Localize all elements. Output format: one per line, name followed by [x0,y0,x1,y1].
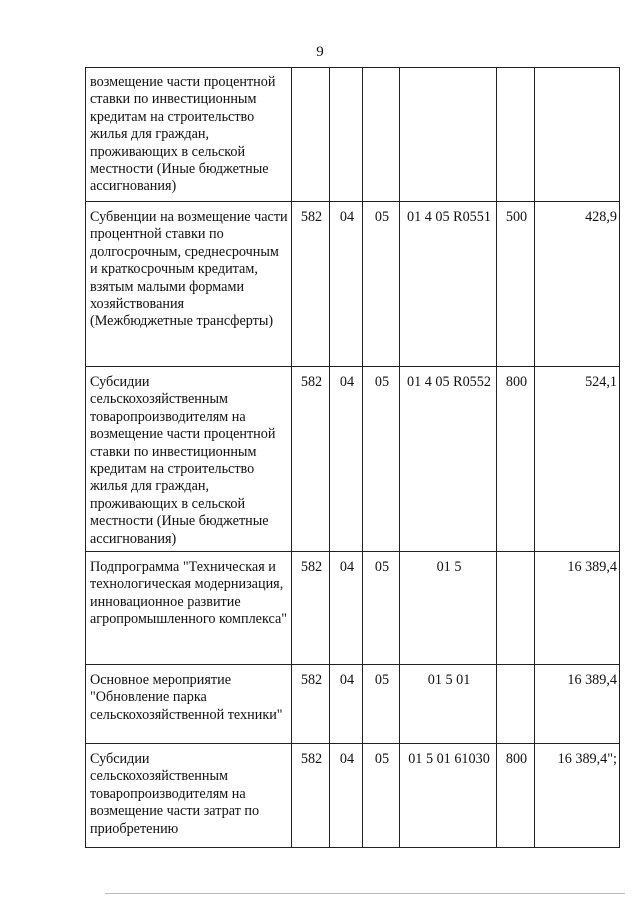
amount-cell: 524,1 [535,367,620,552]
expense-type-cell [497,68,535,202]
amount-cell: 428,9 [535,202,620,367]
table-row [86,202,620,367]
section-code-cell: 04 [330,552,363,665]
expense-type-cell: 800 [497,367,535,552]
subsection-code-cell: 05 [363,367,400,552]
section-code-cell [330,68,363,202]
target-article-cell: 01 4 05 R0552 [400,367,497,552]
table-row [86,552,620,665]
ministry-code-cell: 582 [292,552,330,665]
ministry-code-cell [292,68,330,202]
row-name-cell: Субвенции на возмещение части процентной ставки по долгосрочным, среднесрочным и краткосрочным кредитам, взятым малыми формами хозяйствования (Межбюджетные трансферты) [86,202,292,367]
row-name-cell: Основное мероприятие "Обновление парка сельскохозяйственной техники" [86,665,292,744]
table-row [86,367,620,552]
amount-cell: 16 389,4 [535,665,620,744]
subsection-code-cell: 05 [363,744,400,848]
budget-table [85,67,620,848]
expense-type-cell: 800 [497,744,535,848]
target-article-cell [400,68,497,202]
target-article-cell: 01 5 01 [400,665,497,744]
target-article-cell: 01 5 01 61030 [400,744,497,848]
subsection-code-cell: 05 [363,202,400,367]
page-bottom-divider [105,893,625,894]
table-row [86,744,620,848]
row-name-cell: Субсидии сельскохозяйственным товаропроизводителям на возмещение части процентной ставки по инвестиционным кредитам на строительство жилья для граждан, проживающих в сельской местности (Иные бюджетные ассигнования) [86,367,292,552]
table-row [86,665,620,744]
expense-type-cell: 500 [497,202,535,367]
subsection-code-cell: 05 [363,665,400,744]
amount-cell: 16 389,4 [535,552,620,665]
table-row [86,68,620,202]
row-name-cell: Субсидии сельскохозяйственным товаропроизводителям на возмещение части затрат по приобретению [86,744,292,848]
amount-cell: 16 389,4"; [535,744,620,848]
expense-type-cell [497,665,535,744]
subsection-code-cell [363,68,400,202]
amount-cell [535,68,620,202]
section-code-cell: 04 [330,744,363,848]
row-name-cell: возмещение части процентной ставки по инвестиционным кредитам на строительство жилья для граждан, проживающих в сельской местности (Иные бюджетные ассигнования) [86,68,292,202]
ministry-code-cell: 582 [292,367,330,552]
expense-type-cell [497,552,535,665]
target-article-cell: 01 4 05 R0551 [400,202,497,367]
row-name-cell: Подпрограмма "Техническая и технологическая модернизация, инновационное развитие агропромышленного комплекса" [86,552,292,665]
ministry-code-cell: 582 [292,744,330,848]
ministry-code-cell: 582 [292,665,330,744]
subsection-code-cell: 05 [363,552,400,665]
ministry-code-cell: 582 [292,202,330,367]
target-article-cell: 01 5 [400,552,497,665]
section-code-cell: 04 [330,665,363,744]
section-code-cell: 04 [330,202,363,367]
section-code-cell: 04 [330,367,363,552]
page-number: 9 [316,44,324,60]
